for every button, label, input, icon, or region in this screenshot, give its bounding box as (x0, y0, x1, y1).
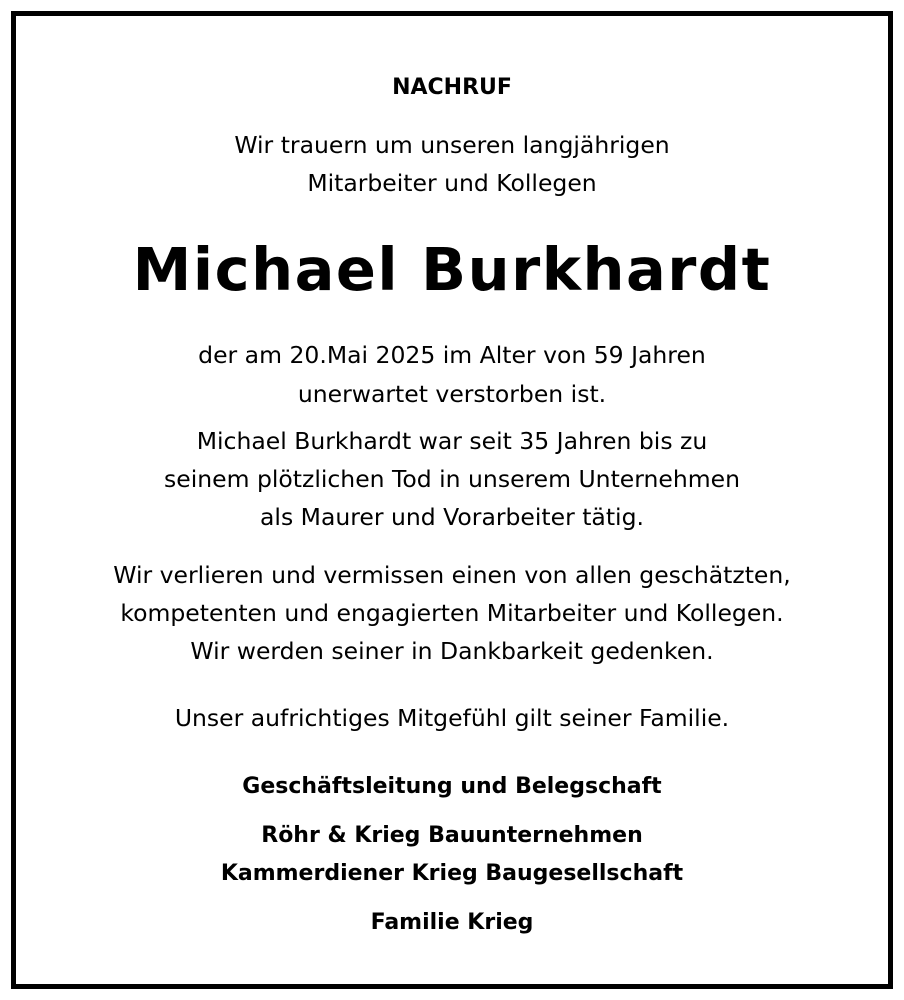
tribute-line-3: Wir werden seiner in Dankbarkeit gedenken. (190, 637, 714, 665)
death-info-line-2: unerwartet verstorben ist. (297, 380, 607, 408)
signatory-company-2: Kammerdiener Krieg Baugesellschaft (220, 861, 684, 886)
condolence-line: Unser aufrichtiges Mitgefühl gilt seiner Familie. (174, 704, 730, 732)
employment-line-2: seinem plötzlichen Tod in unserem Unternehmen (164, 465, 740, 493)
signatory-company-1: Röhr & Krieg Bauunternehmen (261, 823, 643, 848)
tribute-line-1: Wir verlieren und vermissen einen von allen geschätzten, (113, 561, 791, 589)
tribute-line-2: kompetenten und engagierten Mitarbeiter und Kollegen. (120, 599, 784, 627)
signatory-management: Geschäftsleitung und Belegschaft (242, 774, 662, 799)
employment-line-3: als Maurer und Vorarbeiter tätig. (260, 503, 644, 531)
intro-line-1: Wir trauern um unseren langjährigen (234, 131, 670, 159)
intro-line-2: Mitarbeiter und Kollegen (307, 169, 597, 197)
employment-line-1: Michael Burkhardt war seit 35 Jahren bis zu (196, 427, 708, 455)
signatory-family: Familie Krieg (370, 910, 534, 935)
death-info-line-1: der am 20.Mai 2025 im Alter von 59 Jahren (198, 341, 706, 369)
deceased-name: Michael Burkhardt (132, 235, 772, 304)
notice-heading: NACHRUF (392, 75, 512, 100)
